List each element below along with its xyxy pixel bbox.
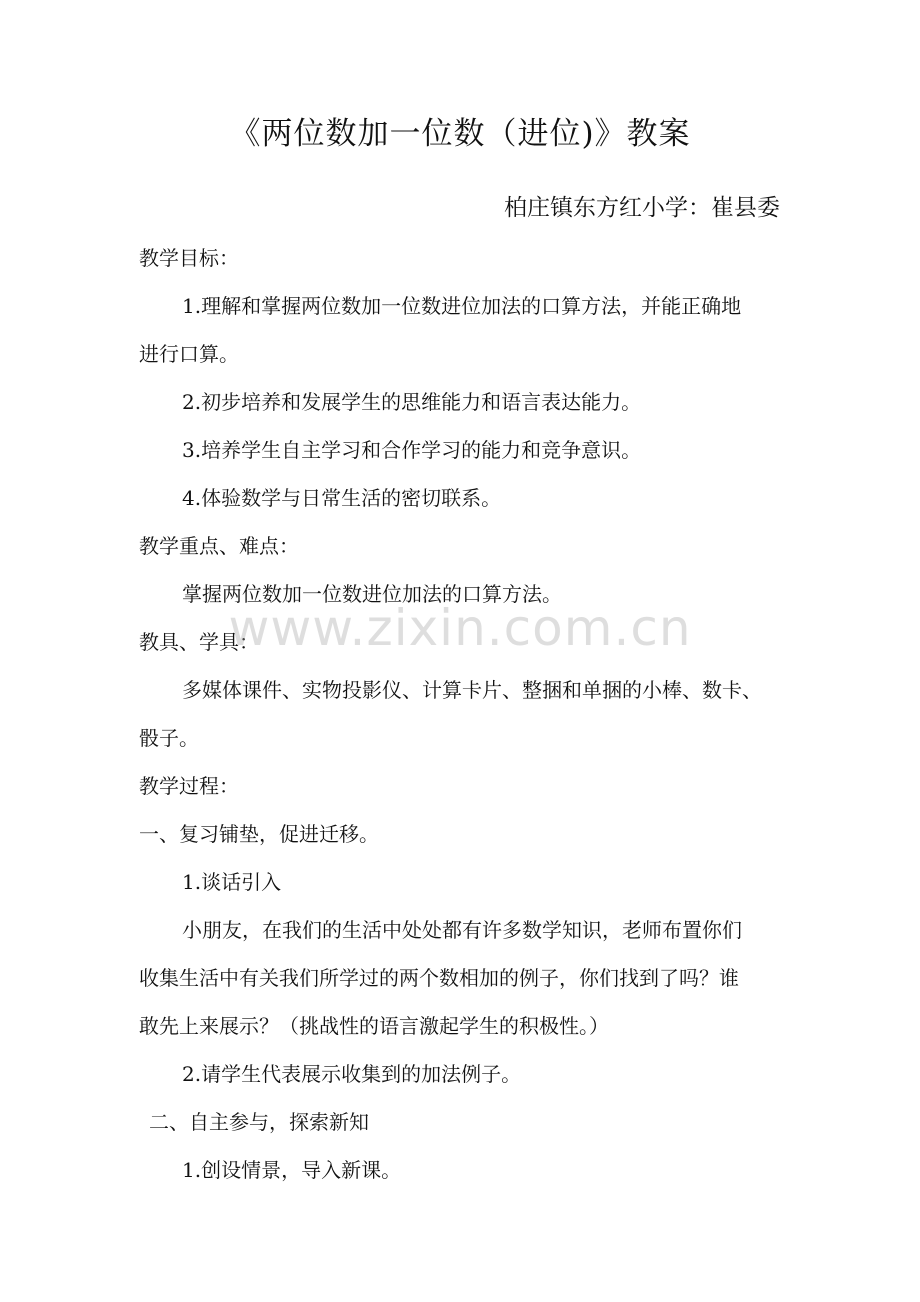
document-title: 《两位数加一位数（进位)》教案 [229, 116, 691, 152]
section-heading-key-points: 教学重点、难点： [139, 534, 299, 558]
subheading-review: 一、复习铺垫，促进迁移。 [139, 822, 379, 846]
paragraph-line: 多媒体课件、实物投影仪、计算卡片、整捆和单捆的小棒、数卡、 [182, 678, 762, 702]
paragraph-line: 小朋友，在我们的生活中处处都有许多数学知识，老师布置你们 [182, 918, 742, 942]
paragraph-line: 4.体验数学与日常生活的密切联系。 [182, 486, 502, 510]
watermark-text: www.zixin.com.cn [228, 599, 692, 657]
paragraph-line: 1.理解和掌握两位数加一位数进位加法的口算方法，并能正确地 [182, 294, 742, 318]
document-author: 柏庄镇东方红小学：崔县委 [504, 195, 780, 221]
paragraph-line: 收集生活中有关我们所学过的两个数相加的例子，你们找到了吗？谁 [139, 966, 739, 990]
paragraph-line: 1.谈话引入 [182, 870, 282, 894]
paragraph-line: 掌握两位数加一位数进位加法的口算方法。 [182, 582, 562, 606]
paragraph-line: 2.初步培养和发展学生的思维能力和语言表达能力。 [182, 390, 642, 414]
paragraph-line: 1.创设情景，导入新课。 [182, 1158, 402, 1182]
paragraph-line: 骰子。 [139, 726, 199, 750]
section-heading-materials: 教具、学具： [139, 630, 259, 654]
section-heading-process: 教学过程： [139, 774, 239, 798]
subheading-explore: 二、自主参与，探索新知 [149, 1110, 369, 1134]
paragraph-line: 进行口算。 [139, 342, 239, 366]
paragraph-line: 敢先上来展示？（挑战性的语言激起学生的积极性。） [139, 1014, 609, 1038]
paragraph-line: 2.请学生代表展示收集到的加法例子。 [182, 1062, 522, 1086]
paragraph-line: 3.培养学生自主学习和合作学习的能力和竞争意识。 [182, 438, 642, 462]
section-heading-objectives: 教学目标： [139, 246, 239, 270]
